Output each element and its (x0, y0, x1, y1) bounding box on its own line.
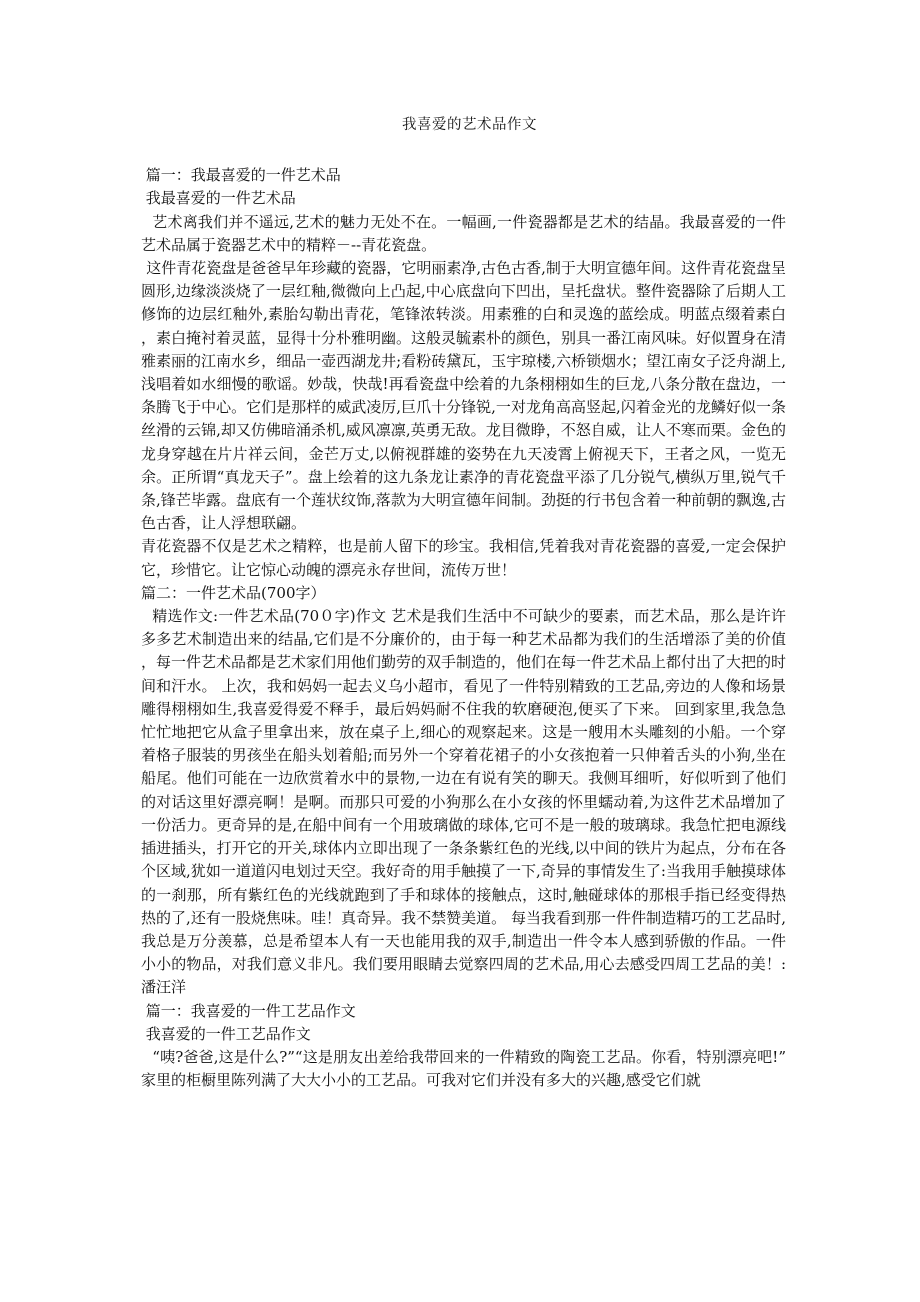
paragraph: 青花瓷器不仅是艺术之精粹，也是前人留下的珍宝。我相信,凭着我对青花瓷器的喜爱,一定会保护它，珍惜它。让它惊心动魄的漂亮永存世间，流传万世！ (141, 537, 786, 579)
section-heading: 篇一：我最喜爱的一件艺术品 (141, 166, 341, 185)
paragraph: “咦?爸爸,这是什么?”“这是朋友出差给我带回来的一件精致的陶瓷工艺品。你看，特别漂亮吧!”家里的柜橱里陈列满了大大小小的工艺品。可我对它们并没有多大的兴趣,感受它们就 (141, 1047, 786, 1090)
paragraph: 这件青花瓷盘是爸爸早年珍藏的瓷器，它明丽素净,古色古香,制于大明宣德年间。这件青花瓷盘呈圆形,边缘淡淡烧了一层红釉,微微向上凸起,中心底盘向下凹出，呈托盘状。整件瓷器除了后期人工修饰的边层红釉外,素胎勾勒出青花，笔锋浓转淡。用素雅的白和灵逸的蓝绘成。明蓝点缀着素白，素白掩衬着灵蓝，显得十分朴雅明幽。这般灵毓素朴的颜色，别具一番江南风味。好似置身在清雅素丽的江南水乡，细品一壶西湖龙井;看粉砖黛瓦，玉宇琼楼,六桥锁烟水；望江南女子泛舟湖上,浅唱着如水细慢的歌谣。妙哉，快哉!再看瓷盘中绘着的九条栩栩如生的巨龙,八条分散在盘边，一条腾飞于中心。它们是那样的威武凌厉,巨爪十分锋锐,一对龙角高高竖起,闪着金光的龙鳞好似一条丝滑的云锦,却又仿佛暗涌杀机,威风凛凛,英勇无敌。龙目微睁，不怒自威，让人不寒而栗。金色的龙身穿越在片片祥云间，金芒万丈,以俯视群雄的姿势在九天凌霄上俯视天下，王者之风，一览无余。正所谓“真龙天子”。盘上绘着的这九条龙让素净的青花瓷盘平添了几分锐气,横纵万里,锐气千条,锋芒毕露。盘底有一个莲状纹饰,落款为大明宣德年间制。劲挺的行书包含着一种前朝的飘逸,古色古香，让人浮想联翩。 (141, 259, 787, 533)
document-title: 我喜爱的艺术品作文 (402, 117, 537, 133)
section-2 (141, 582, 786, 1000)
section-1 (141, 164, 786, 582)
section-3 (141, 1000, 786, 1093)
paragraph: 艺术离我们并不遥远,艺术的魅力无处不在。一幅画,一件瓷器都是艺术的结晶。我最喜爱的一件艺术品属于瓷器艺术中的精粹－--青花瓷盘。 (141, 212, 786, 254)
section-heading: 篇一：我喜爱的一件工艺品作文 (141, 1001, 356, 1020)
paragraph: 精选作文:一件艺术品(70０字)作文 艺术是我们生活中不可缺少的要素，而艺术品，那么是许许多多艺术制造出来的结晶,它们是不分廉价的，由于每一种艺术品都为我们的生活增添了美的价值，每一件艺术品都是艺术家们用他们勤劳的双手制造的，他们在每一件艺术品上都付出了大把的时间和汗水。 上次，我和妈妈一起去义乌小超市，看见了一件特别精致的工艺品,旁边的人像和场景雕得栩栩如生,我喜爱得爱不释手，最后妈妈耐不住我的软磨硬泡,便买了下来。 回到家里,我急急忙忙地把它从盒子里拿出来，放在桌子上,细心的观察起来。这是一艘用木头雕刻的小船。一个穿着格子服装的男孩坐在船头划着船;而另外一个穿着花裙子的小女孩抱着一只伸着舌头的小狗,坐在船尾。他们可能在一边欣赏着水中的景物,一边在有说有笑的聊天。我侧耳细听，好似听到了他们的对话这里好漂亮啊！是啊。而那只可爱的小狗那么在小女孩的怀里蠕动着,为这件艺术品增加了一份活力。更奇异的是,在船中间有一个用玻璃做的球体,它可不是一般的玻璃球。我急忙把电源线插进插头，打开它的开关,球体内立即出现了一条条紫红色的光线,以中间的铁片为起点，分布在各个区域,犹如一道道闪电划过天空。我好奇的用手触摸了一下,奇异的事情发生了:当我用手触摸球体的一刹那，所有紫红色的光线就跑到了手和球体的接触点，这时,触碰球体的那根手指已经变得热热的了,还有一股烧焦味。哇！真奇异。我不禁赞美道。 每当我看到那一件件制造精巧的工艺品时,我总是万分羡慕，总是希望本人有一天也能用我的双手,制造出一件令本人感到骄傲的作品。一件小小的物品，对我们意义非凡。我们要用眼睛去觉察四周的艺术品,用心去感受四周工艺品的美！:潘汪洋 (141, 607, 787, 997)
document-page (141, 100, 786, 1092)
section-subheading: 我最喜爱的一件艺术品 (141, 189, 296, 208)
section-heading: 篇二：一件艺术品(700字） (141, 583, 326, 602)
section-subheading: 我喜爱的一件工艺品作文 (141, 1024, 311, 1043)
